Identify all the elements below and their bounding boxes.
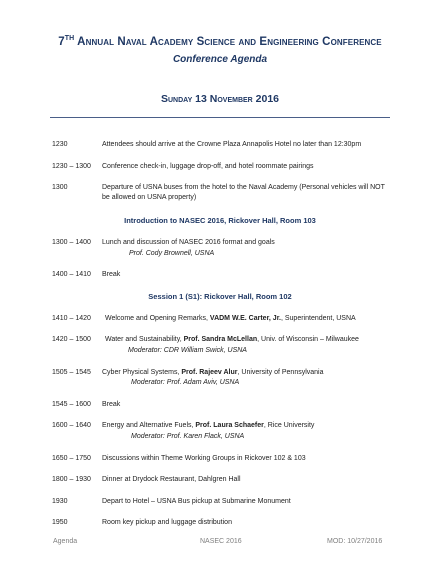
row-description: Conference check-in, luggage drop-off, and hotel roommate pairings — [102, 163, 314, 170]
speaker-note: Prof. Cody Brownell, USNA — [129, 250, 215, 257]
row-description: Welcome and Opening Remarks, VADM W.E. Carter, Jr., Superintendent, USNA — [105, 315, 356, 322]
row-description: Cyber Physical Systems, Prof. Rajeev Alur, University of Pennsylvania — [102, 369, 324, 376]
row-time: 1545 – 1600 — [52, 401, 91, 408]
row-time: 1600 – 1640 — [52, 422, 91, 429]
row-time: 1800 – 1930 — [52, 476, 91, 483]
speaker-name: Prof. Rajeev Alur — [181, 369, 238, 376]
row-description: Energy and Alternative Fuels, Prof. Laura Schaefer, Rice University — [102, 422, 315, 429]
section-heading-intro: Introduction to NASEC 2016, Rickover Hall, Room 103 — [124, 216, 316, 225]
speaker-name: Prof. Sandra McLellan — [183, 336, 258, 343]
row-time: 1930 — [52, 498, 68, 505]
row-description: Attendees should arrive at the Crowne Plaza Annapolis Hotel no later than 12:30pm — [102, 141, 362, 148]
row-time: 1950 — [52, 519, 68, 526]
row-time: 1300 – 1400 — [52, 239, 91, 246]
conference-title — [0, 35, 440, 48]
row-time: 1300 — [52, 184, 68, 191]
speaker-name: Prof. Laura Schaefer — [195, 422, 264, 429]
row-description: Departure of USNA buses from the hotel to the Naval Academy (Personal vehicles will NOT be allowed on USNA property) — [102, 184, 385, 201]
row-time: 1230 – 1300 — [52, 163, 91, 170]
moderator-note: Moderator: Prof. Karen Flack, USNA — [131, 433, 245, 440]
section-heading-session1: Session 1 (S1): Rickover Hall, Room 102 — [148, 292, 292, 301]
row-description: Depart to Hotel – USNA Bus pickup at Submarine Monument — [102, 498, 291, 505]
row-time: 1650 – 1750 — [52, 455, 91, 462]
row-description: Dinner at Drydock Restaurant, Dahlgren Hall — [102, 476, 241, 483]
row-time: 1505 – 1545 — [52, 369, 91, 376]
row-time: 1420 – 1500 — [52, 336, 91, 343]
title-superscript: TH — [64, 35, 75, 42]
moderator-note: Moderator: CDR William Swick, USNA — [128, 347, 247, 354]
agenda-date: Sunday 13 November 2016 — [160, 93, 279, 105]
row-description: Water and Sustainability, Prof. Sandra McLellan, Univ. of Wisconsin – Milwaukee — [105, 336, 359, 343]
moderator-note: Moderator: Prof. Adam Aviv, USNA — [131, 379, 240, 386]
agenda-subtitle: Conference Agenda — [172, 54, 268, 65]
row-time: 1230 — [52, 141, 68, 148]
row-description: Discussions within Theme Working Groups in Rickover 102 & 103 — [102, 455, 306, 462]
row-description: Lunch and discussion of NASEC 2016 format and goals — [102, 239, 275, 246]
row-description: Break — [102, 271, 121, 278]
footer-right: MOD: 10/27/2016 — [327, 538, 383, 545]
row-description: Room key pickup and luggage distribution — [102, 519, 232, 526]
header-divider — [50, 117, 390, 118]
row-description: Break — [102, 401, 121, 408]
title-number: 7 — [58, 36, 65, 48]
row-time: 1400 – 1410 — [52, 271, 91, 278]
speaker-name: VADM W.E. Carter, Jr. — [209, 315, 281, 322]
footer-center: NASEC 2016 — [200, 538, 242, 545]
title-text: Annual Naval Academy Science and Engineering Conference — [74, 36, 382, 48]
footer-left: Agenda — [53, 538, 78, 545]
row-time: 1410 – 1420 — [52, 315, 91, 322]
